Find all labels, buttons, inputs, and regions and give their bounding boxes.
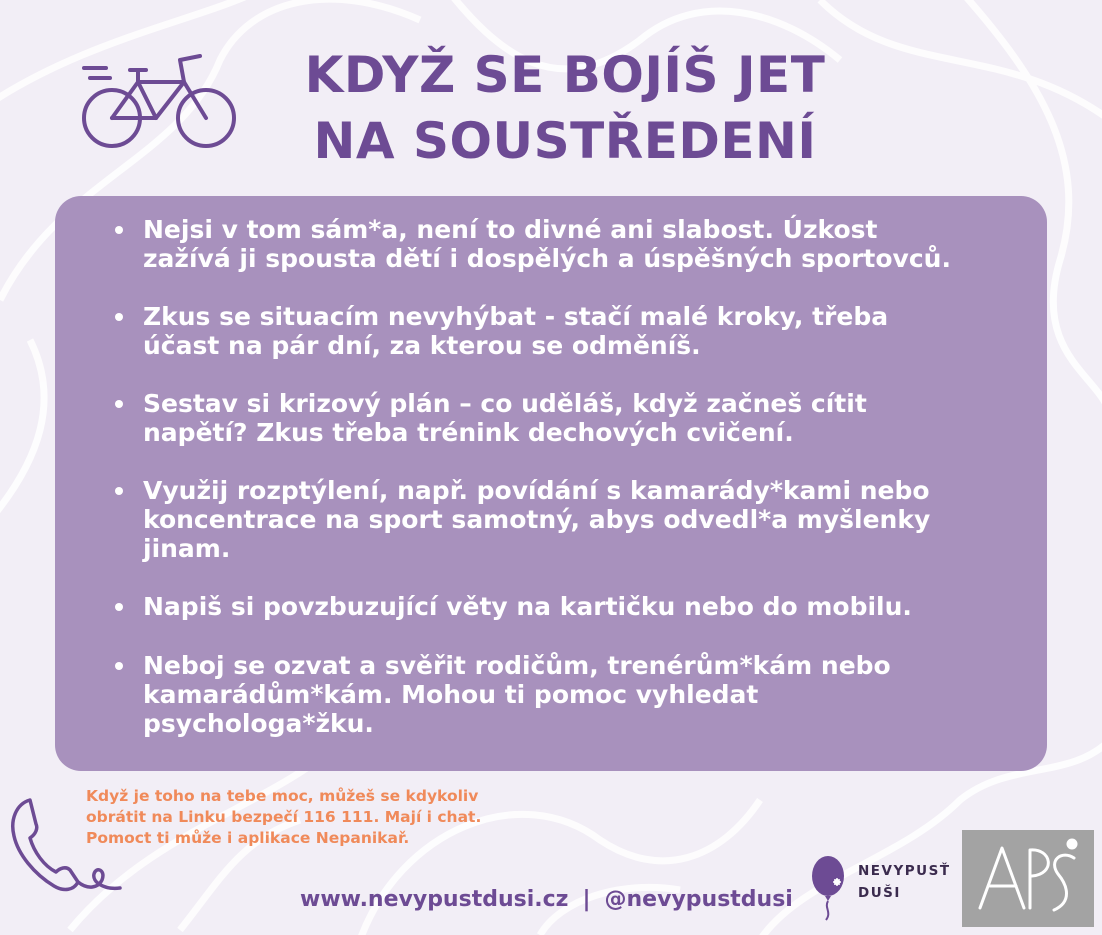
brand-line: DUŠI [858, 885, 901, 901]
tip-item [143, 592, 1023, 621]
tip-item [143, 302, 1023, 360]
bullet-icon [115, 400, 123, 408]
bullet-icon [115, 313, 123, 321]
aps-logo [962, 830, 1094, 927]
bullet-icon [115, 487, 123, 495]
help-note [86, 786, 546, 849]
tip-line: Neboj se ozvat a svěřit rodičům, trenérům*kám nebo [143, 651, 891, 680]
footer-links [300, 885, 793, 915]
tip-line: Využij rozptýlení, např. povídání s kamarády*kami nebo [143, 476, 930, 505]
tip-item [143, 389, 1023, 447]
nevypust-dusi-logo [808, 852, 968, 922]
footer-separator: | [582, 887, 591, 912]
balloon-icon [808, 852, 852, 922]
tip-line: jinam. [143, 534, 231, 563]
social-handle-link[interactable]: @nevypustdusi [604, 887, 793, 912]
tip-line: Sestav si krizový plán – co uděláš, když začneš cítit [143, 389, 867, 418]
title-line-2: NA SOUSTŘEDENÍ [313, 112, 817, 170]
tip-line: kamarádům*kám. Mohou ti pomoc vyhledat [143, 680, 759, 709]
bullet-icon [115, 662, 123, 670]
bullet-icon [115, 603, 123, 611]
tip-item [143, 651, 1023, 738]
tip-line: Nejsi v tom sám*a, není to divné ani slabost. Úzkost [143, 215, 878, 244]
bicycle-icon [80, 52, 240, 152]
note-line: Když je toho na tebe moc, můžeš se kdykoliv [86, 787, 479, 805]
tip-item [143, 215, 1023, 273]
tip-line: Zkus se situacím nevyhýbat - stačí malé kroky, třeba [143, 302, 889, 331]
website-link[interactable]: www.nevypustdusi.cz [300, 887, 569, 912]
tip-line: účast na pár dní, za kterou se odměníš. [143, 331, 701, 360]
brand-line: NEVYPUSŤ [858, 863, 951, 879]
tip-line: Napiš si povzbuzující věty na kartičku nebo do mobilu. [143, 592, 912, 621]
tip-item [143, 476, 1023, 563]
tip-line: zažívá ji spousta dětí i dospělých a úspěšných sportovců. [143, 244, 951, 273]
note-line: obrátit na Linku bezpečí 116 111. Mají i chat. [86, 808, 482, 826]
tip-line: psychologa*žku. [143, 709, 374, 738]
tip-line: napětí? Zkus třeba trénink dechových cvičení. [143, 418, 794, 447]
bullet-icon [115, 226, 123, 234]
title-line-1: KDYŽ SE BOJÍŠ JET [304, 46, 826, 104]
tips-card [55, 196, 1047, 771]
tip-line: koncentrace na sport samotný, abys odvedl*a myšlenky [143, 505, 931, 534]
note-line: Pomoct ti může i aplikace Nepanikař. [86, 829, 410, 847]
aps-logo-mark [962, 830, 1094, 927]
page-title [245, 42, 885, 174]
